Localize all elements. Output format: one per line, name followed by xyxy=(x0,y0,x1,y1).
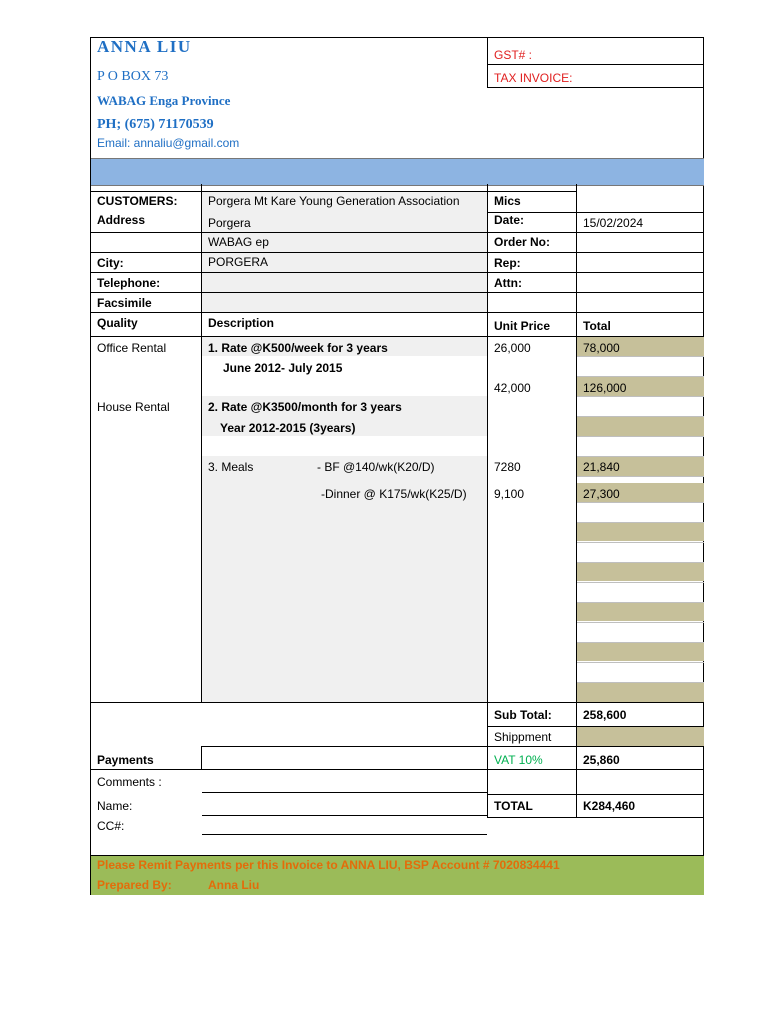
row3-sub1: - BF @140/wk(K20/D) xyxy=(317,460,435,474)
remit-text: Please Remit Payments per this Invoice to ANNA LIU, BSP Account # 7020834441 xyxy=(97,858,560,872)
comments-label: Comments : xyxy=(97,775,162,789)
name-label: Name: xyxy=(97,799,133,813)
date-value: 15/02/2024 xyxy=(583,216,644,230)
customers-value: Porgera Mt Kare Young Generation Association xyxy=(208,194,460,208)
row3-desc: 3. Meals xyxy=(208,460,254,474)
row2-desc1: 2. Rate @K3500/month for 3 years xyxy=(208,400,402,414)
row3-total2: 27,300 xyxy=(583,487,620,501)
company-name: ANNA LIU xyxy=(97,37,192,56)
blue-band xyxy=(91,158,704,186)
quality-header: Quality xyxy=(97,316,138,330)
customers-label: CUSTOMERS: xyxy=(97,194,178,208)
row1-desc2: June 2012- July 2015 xyxy=(223,361,343,375)
row3-unit1: 7280 xyxy=(494,460,521,474)
row1-unit: 26,000 xyxy=(494,341,531,355)
rep-label: Rep: xyxy=(494,256,521,270)
vat-label: VAT 10% xyxy=(494,753,543,767)
cc-label: CC#: xyxy=(97,819,125,833)
city-label: City: xyxy=(97,256,124,270)
unit-price-header: Unit Price xyxy=(494,319,551,333)
row3-sub2: -Dinner @ K175/wk(K25/D) xyxy=(321,487,467,501)
company-email[interactable]: Email: annaliu@gmail.com xyxy=(97,136,240,150)
city-value: PORGERA xyxy=(208,255,269,269)
row1-desc1: 1. Rate @K500/week for 3 years xyxy=(208,341,388,355)
row2-quality: House Rental xyxy=(97,400,170,414)
row3-unit2: 9,100 xyxy=(494,487,525,501)
facsimile-label: Facsimile xyxy=(97,296,152,310)
tax-invoice-label: TAX INVOICE: xyxy=(494,71,573,85)
subtotal-label: Sub Total: xyxy=(494,708,552,722)
prepared-value: Anna Liu xyxy=(208,878,260,892)
total-value: K284,460 xyxy=(583,799,636,813)
row1b-total: 126,000 xyxy=(583,381,627,395)
payments-label: Payments xyxy=(97,753,154,767)
row1b-unit: 42,000 xyxy=(494,381,531,395)
company-pobox: P O BOX 73 xyxy=(97,69,169,84)
attn-label: Attn: xyxy=(494,276,522,290)
gst-label: GST# : xyxy=(494,48,533,62)
subtotal-value: 258,600 xyxy=(583,708,627,722)
row2-desc2: Year 2012-2015 (3years) xyxy=(220,421,356,435)
address-line2: WABAG ep xyxy=(208,235,269,249)
mics-label: Mics xyxy=(494,194,521,208)
total-header: Total xyxy=(583,319,611,333)
vat-value: 25,860 xyxy=(583,753,620,767)
company-location: WABAG Enga Province xyxy=(97,93,231,108)
row1-total: 78,000 xyxy=(583,341,620,355)
address-line1: Porgera xyxy=(208,216,251,230)
telephone-label: Telephone: xyxy=(97,276,161,290)
address-label: Address xyxy=(97,213,146,227)
row1-quality: Office Rental xyxy=(97,341,167,355)
order-label: Order No: xyxy=(494,235,551,249)
row3-total1: 21,840 xyxy=(583,460,620,474)
description-header: Description xyxy=(208,316,275,330)
prepared-label: Prepared By: xyxy=(97,878,172,892)
date-label: Date: xyxy=(494,213,525,227)
company-phone: PH; (675) 71170539 xyxy=(97,117,214,132)
total-label: TOTAL xyxy=(494,799,533,813)
shipment-label: Shippment xyxy=(494,730,552,744)
